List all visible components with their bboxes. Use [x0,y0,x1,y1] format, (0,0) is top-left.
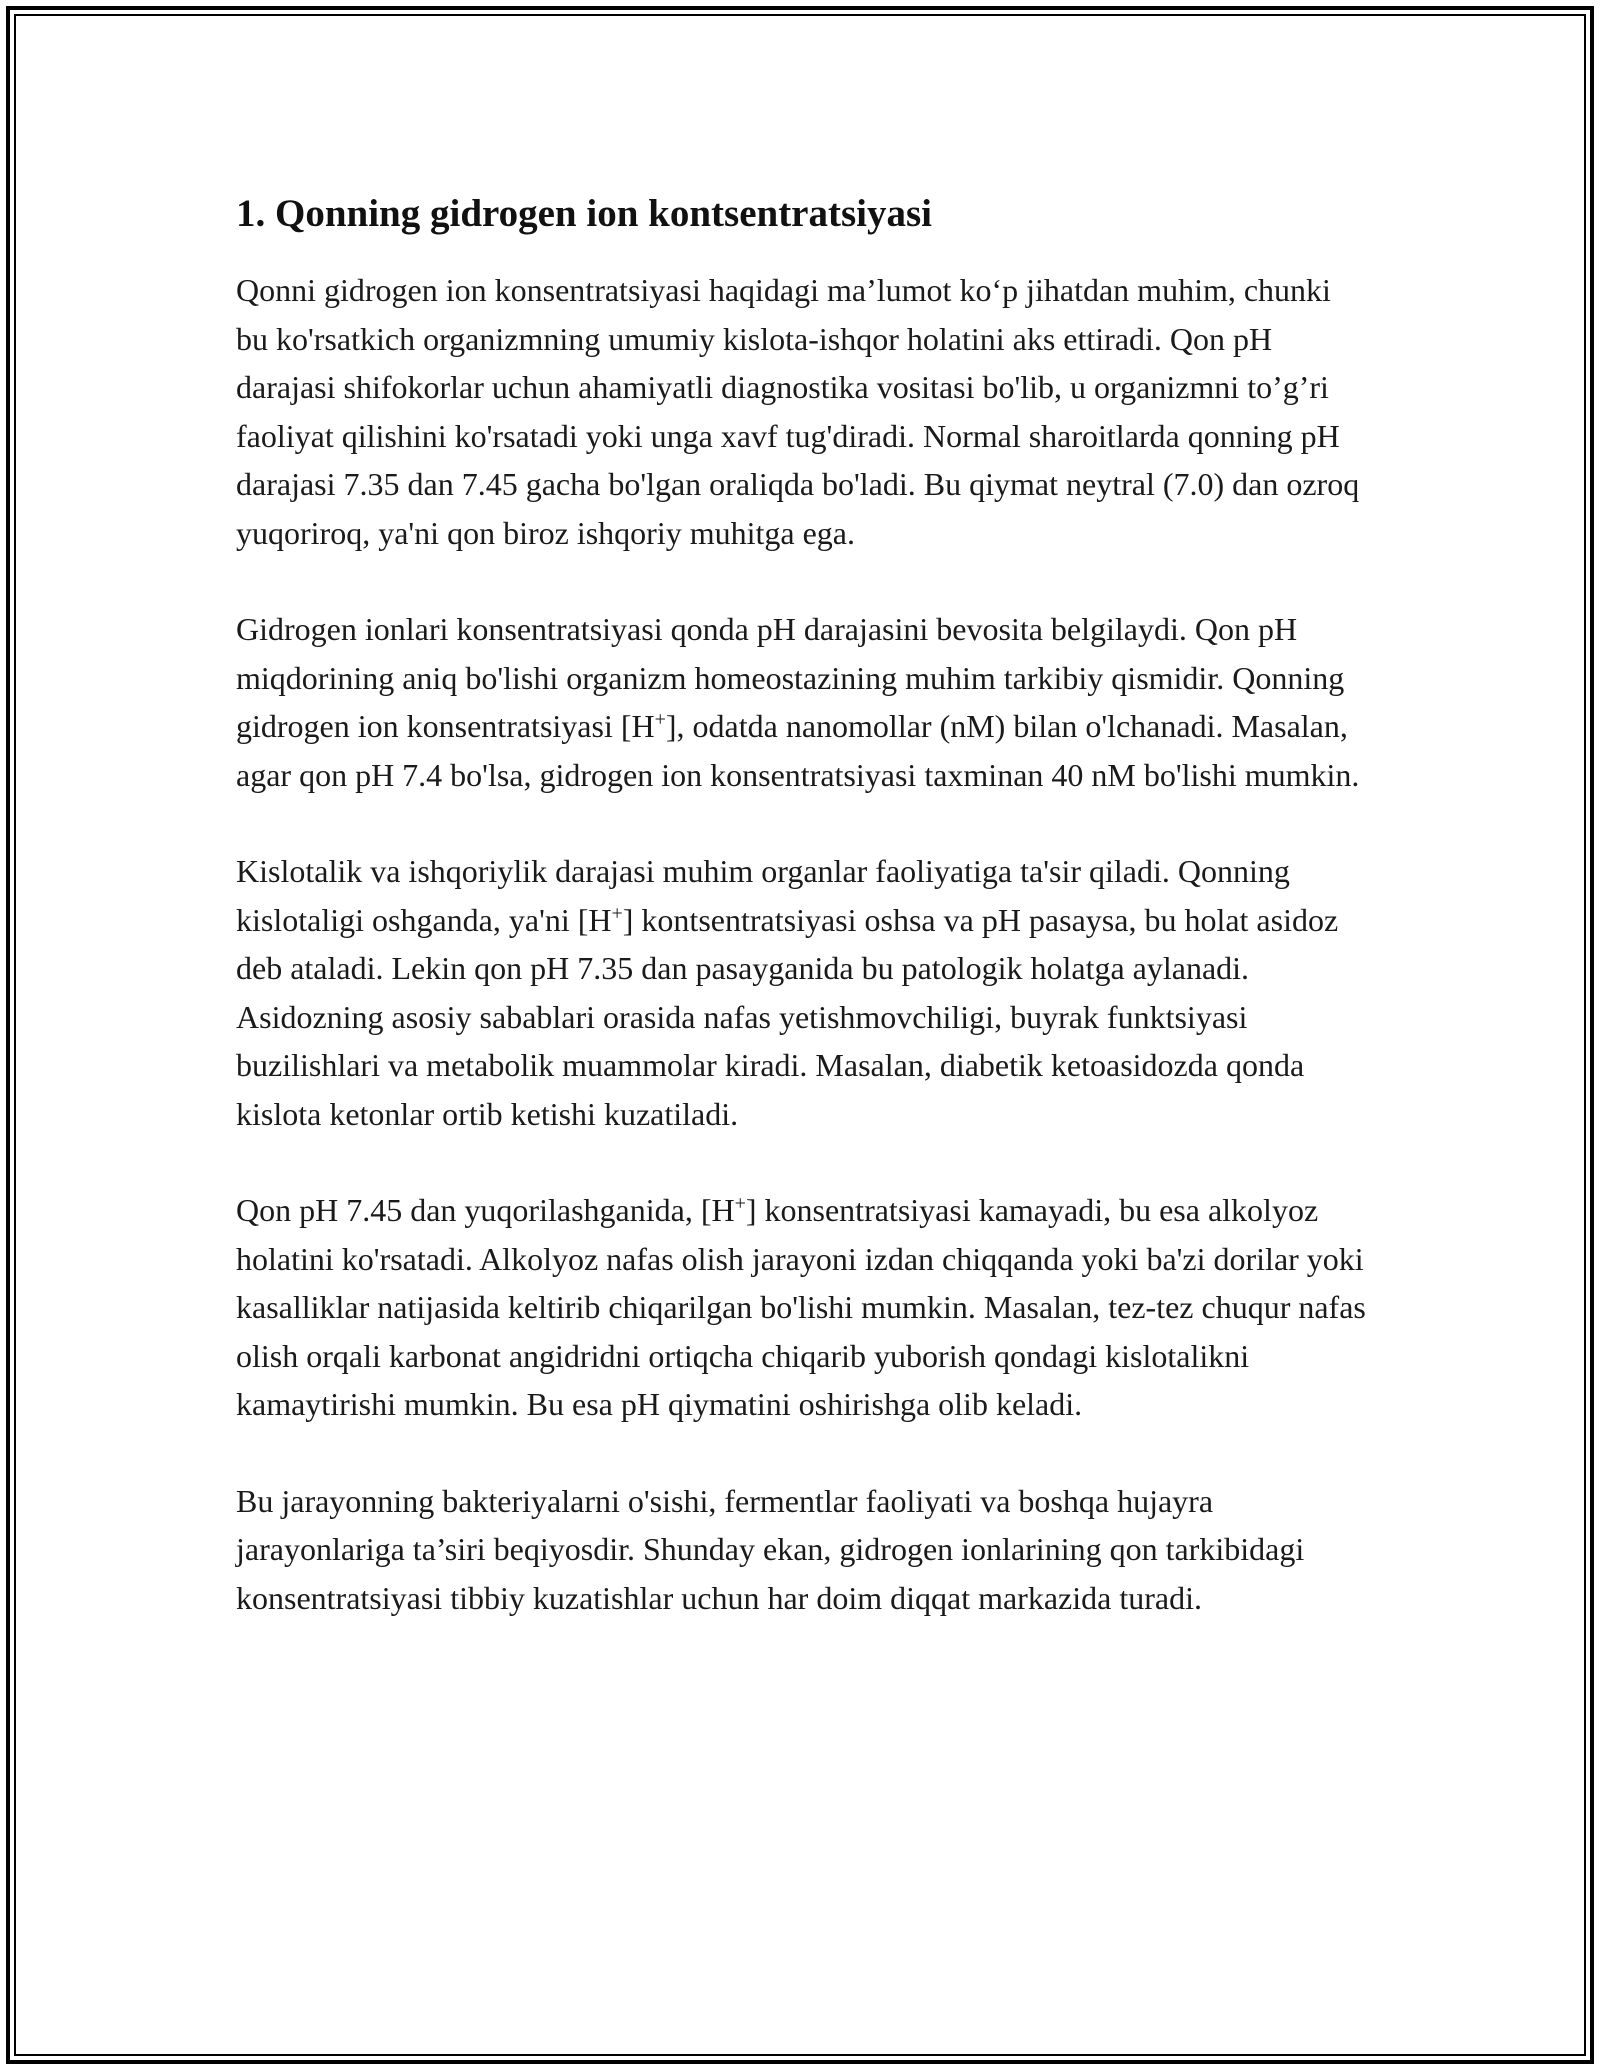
paragraph-conclusion: Bu jarayonning bakteriyalarni o'sishi, fermentlar faoliyati va boshqa hujayra jarayonlariga ta’siri beqiyosdir. Shunday ekan, gidrogen ionlarining qon tarkibidagi konsentratsiyasi tibbiy kuzatishlar uchun har doim diqqat markazida turadi. [236,1482,1305,1616]
paragraph-alkalosis [236,1186,1366,1429]
superscript-plus: + [611,901,623,924]
paragraph-text: Gidrogen ionlari konsentratsiyasi qonda pH darajasini bevosita belgilaydi. Qon pH miqdorining aniq bo'lishi organizm homeostazining muhim tarkibiy qismidir. Qonning gidrogen ion konsentratsiyasi [H [236,611,1345,744]
paragraph-hydrogen-concentration [236,605,1366,799]
paragraph-text: ] konsentratsiyasi kamayadi, bu esa alkolyoz holatini ko'rsatadi. Alkolyoz nafas olish jarayoni izdan chiqqanda yoki ba'zi dorilar yoki kasalliklar natijasida keltirib chiqarilgan bo'lishi mumkin. Masalan, tez-tez chuqur nafas olish orqali karbonat angidridni ortiqcha chiqarib yuborish qondagi kislotalikni kamaytirishi mumkin. Bu esa pH qiymatini oshirishga olib keladi. [236,1192,1366,1422]
paragraph-text: ], odatda nanomollar (nM) bilan o'lchanadi. Masalan, agar qon pH 7.4 bo'lsa, gidrogen ion konsentratsiyasi taxminan 40 nM bo'lishi mumkin. [236,708,1360,793]
section-heading: 1. Qonning gidrogen ion kontsentratsiyasi [236,192,933,235]
paragraph-text: Kislotalik va ishqoriylik darajasi muhim organlar faoliyatiga ta'sir qiladi. Qonning kislotaligi oshganda, ya'ni [H [236,853,1290,938]
paragraph-ph-overview: Qonni gidrogen ion konsentratsiyasi haqidagi ma’lumot ko‘p jihatdan muhim, chunki bu ko'rsatkich organizmning umumiy kislota-ishqor holatini aks ettiradi. Qon pH darajasi shifokorlar uchun ahamiyatli diagnostika vositasi bo'lib, u organizmni to’g’ri faoliyat qilishini ko'rsatadi yoki unga xavf tug'diradi. Normal sharoitlarda qonning pH darajasi 7.35 dan 7.45 gacha bo'lgan oraliqda bo'ladi. Bu qiymat neytral (7.0) dan ozroq yuqoriroq, ya'ni qon biroz ishqoriy muhitga ega. [236,272,1360,551]
superscript-plus: + [734,1192,746,1215]
paragraph-acidosis [236,847,1366,1138]
superscript-plus: + [654,708,666,731]
document-body [236,186,1366,1670]
paragraph-text: ] kontsentratsiyasi oshsa va pH pasaysa, bu holat asidoz deb ataladi. Lekin qon pH 7.35 dan pasayganida bu patologik holatga aylanadi. Asidozning asosiy sabablari orasida nafas yetishmovchiligi, buyrak funktsiyasi buzilishlari va metabolik muammolar kiradi. Masalan, diabetik ketoasidozda qonda kislota ketonlar ortib ketishi kuzatiladi. [236,901,1339,1132]
paragraph-text: Qon pH 7.45 dan yuqorilashganida, [H [236,1192,735,1228]
